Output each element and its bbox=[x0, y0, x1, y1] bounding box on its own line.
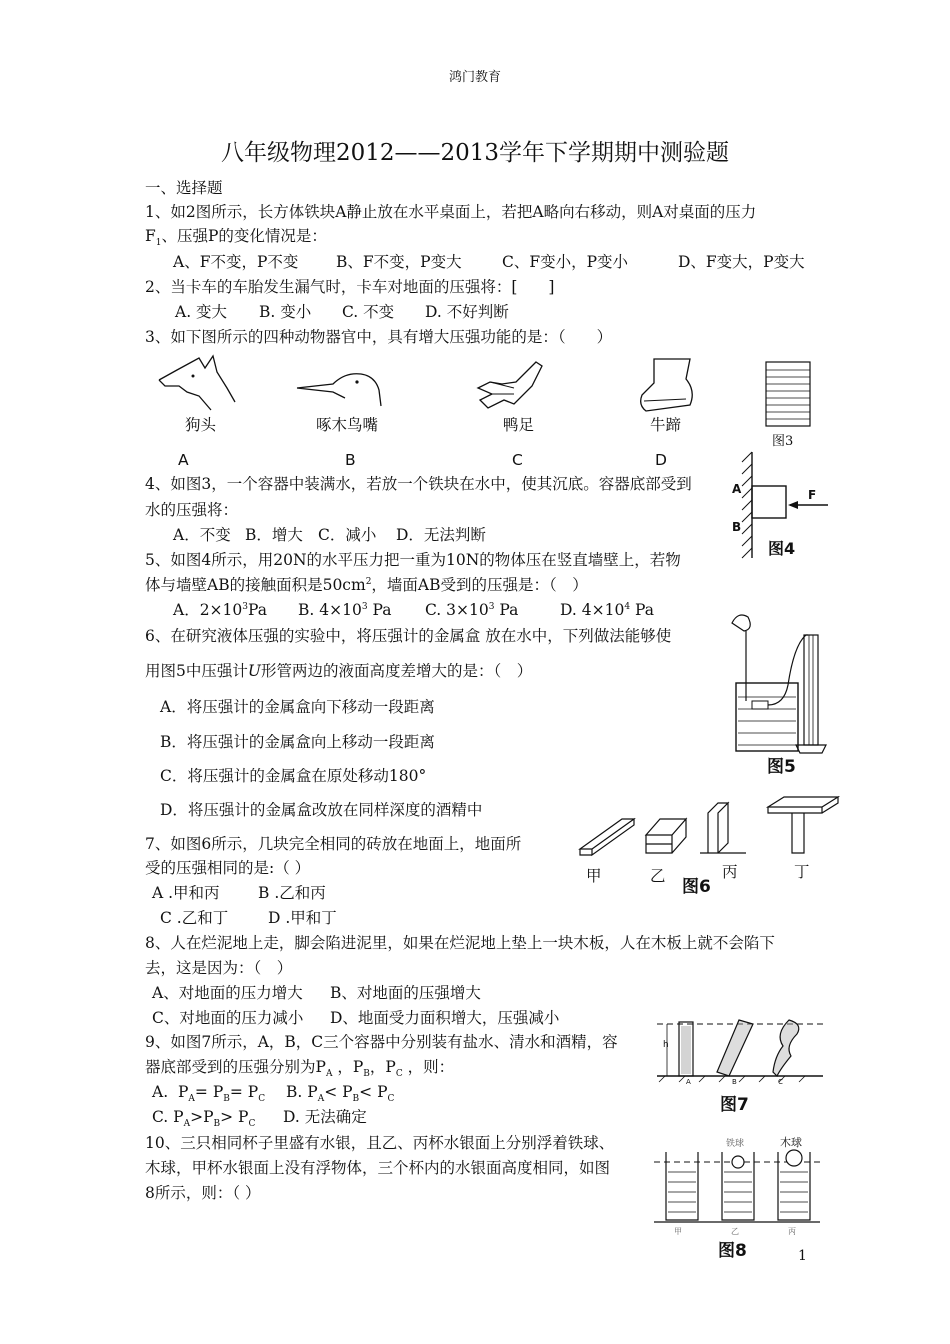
figure-8-label-iron-ball: 铁球 bbox=[726, 1139, 745, 1149]
q9-option-c: C. $P_A>P_B> P_C$ bbox=[152, 1108, 256, 1130]
q6-option-d: D．将压强计的金属盒改放在同样深度的酒精中 bbox=[160, 801, 483, 819]
animal-label-woodpecker: 啄木鸟嘴 bbox=[316, 416, 379, 434]
section-heading: 一、选择题 bbox=[145, 179, 223, 197]
q5-option-d: D. $4\times 10^4$ Pa bbox=[560, 601, 654, 619]
q9-line1: 9、如图7所示，A，B，C三个容器中分别装有盐水、清水和酒精，容 bbox=[145, 1033, 618, 1051]
figure-5-caption: 图5 bbox=[767, 757, 796, 777]
q1-option-d: D、F变大，P变大 bbox=[678, 253, 805, 271]
page-title: 八年级物理2012——2013学年下学期期中测验题 bbox=[220, 140, 730, 166]
q7-option-a: A .甲和丙 bbox=[152, 884, 220, 902]
figure-4-label-f: F bbox=[808, 488, 817, 502]
animal-label-duck: 鸭足 bbox=[503, 416, 535, 434]
figure-7-caption: 图7 bbox=[720, 1095, 749, 1115]
q9-line2: 器底部受到的压强分别为$P_A$ ，$P_B$，$P_C$ ，则： bbox=[145, 1058, 455, 1080]
figure-6-label-jia: 甲 bbox=[586, 867, 602, 885]
figure-7-label-h: h bbox=[663, 1040, 669, 1050]
woodpecker-beak-figure bbox=[295, 368, 390, 410]
dog-head-figure bbox=[155, 352, 255, 414]
duck-foot-figure bbox=[474, 360, 564, 415]
q10-line3: 8所示，则：（ ） bbox=[145, 1184, 261, 1202]
q6-line2: 用图5中压强计U形管两边的液面高度差增大的是：（ ） bbox=[145, 662, 533, 680]
q5-line2: 体与墙壁AB的接触面积是$50cm^2$，墙面AB受到的压强是：（ ） bbox=[145, 576, 588, 594]
q4-option-d: D．无法判断 bbox=[396, 526, 486, 544]
q6-option-a: A．将压强计的金属盒向下移动一段距离 bbox=[160, 698, 435, 716]
q7-option-b: B .乙和丙 bbox=[258, 884, 326, 902]
q2-option-d: D. 不好判断 bbox=[425, 303, 509, 321]
figure-8-cups bbox=[652, 1140, 824, 1228]
q9-option-b: B. $P_A< P_B< P_C$ bbox=[286, 1083, 395, 1105]
q4-line1: 4、如图3，一个容器中装满水，若放一个铁块在水中，使其沉底。容器底部受到 bbox=[145, 475, 692, 493]
figure-6-label-bing: 丙 bbox=[722, 863, 738, 881]
q5-option-b: B. $4\times 10^3$ Pa bbox=[298, 601, 392, 619]
figure-8-label-jia: 甲 bbox=[674, 1227, 682, 1236]
animal-label-cow: 牛蹄 bbox=[650, 416, 682, 434]
q7-line2: 受的压强相同的是:（ ） bbox=[145, 859, 311, 877]
figure-6-label-yi: 乙 bbox=[650, 867, 666, 885]
figure-5-pressure-gauge bbox=[728, 605, 830, 755]
figure-7-label-c: C bbox=[778, 1078, 783, 1086]
q8-option-a: A、对地面的压力增大 bbox=[152, 984, 303, 1002]
animal-letter-d: D bbox=[655, 451, 667, 469]
figure-4-label-b: B bbox=[732, 520, 742, 534]
q4-option-a: A．不变 bbox=[173, 526, 231, 544]
animal-label-dog: 狗头 bbox=[185, 416, 217, 434]
q9-option-a: A. $P_A= P_B= P_C$ bbox=[152, 1083, 266, 1105]
q4-line2: 水的压强将： bbox=[145, 501, 239, 519]
q4-option-b: B．增大 bbox=[245, 526, 303, 544]
figure-6-label-ding: 丁 bbox=[794, 863, 810, 881]
q2-text: 2、当卡车的车胎发生漏气时，卡车对地面的压强将：[ ] bbox=[145, 278, 555, 296]
page-header: 鸿门教育 bbox=[448, 70, 501, 85]
q8-option-d: D、地面受力面积增大，压强减小 bbox=[330, 1009, 560, 1027]
q9-option-d: D. 无法确定 bbox=[283, 1108, 367, 1126]
figure-4-label-a: A bbox=[732, 482, 742, 496]
q2-option-c: C. 不变 bbox=[342, 303, 395, 321]
figure-8-caption: 图8 bbox=[718, 1241, 747, 1261]
q1-line1: 1、如2图所示，长方体铁块A静止放在水平桌面上，若把A略向右移动，则A对桌面的压力 bbox=[145, 203, 757, 221]
q10-line1: 10、三只相同杯子里盛有水银，且乙、丙杯水银面上分别浮着铁球、 bbox=[145, 1134, 615, 1152]
figure-7-label-a: A bbox=[686, 1078, 691, 1086]
figure-8-label-bing: 丙 bbox=[788, 1227, 796, 1236]
q6-line1: 6、在研究液体压强的实验中，将压强计的金属盒 放在水中，下列做法能够使 bbox=[145, 627, 672, 645]
q7-option-c: C .乙和丁 bbox=[160, 909, 229, 927]
q8-option-c: C、对地面的压力减小 bbox=[152, 1009, 304, 1027]
cow-hoof-figure bbox=[636, 355, 701, 415]
figure-3-caption: 图3 bbox=[772, 434, 794, 449]
q8-line1: 8、人在烂泥地上走，脚会陷进泥里，如果在烂泥地上垫上一块木板，人在木板上就不会陷下 bbox=[145, 934, 775, 952]
figure-3-container bbox=[764, 360, 814, 428]
q1-option-c: C、F变小，P变小 bbox=[502, 253, 629, 271]
figure-6-caption: 图6 bbox=[682, 877, 711, 897]
animal-letter-b: B bbox=[345, 451, 356, 469]
q6-option-c: C．将压强计的金属盒在原处移动180° bbox=[160, 767, 427, 785]
q2-option-b: B. 变小 bbox=[259, 303, 312, 321]
q5-line1: 5、如图4所示，用20N的水平压力把一重为10N的物体压在竖直墙壁上，若物 bbox=[145, 551, 681, 569]
figure-8-label-yi: 乙 bbox=[731, 1227, 739, 1236]
q5-option-c: C. $3\times 10^3$ Pa bbox=[425, 601, 519, 619]
q8-option-b: B、对地面的压强增大 bbox=[330, 984, 481, 1002]
q1-line2: $F_1$、压强P的变化情况是： bbox=[145, 227, 327, 249]
q6-option-b: B．将压强计的金属盒向上移动一段距离 bbox=[160, 733, 435, 751]
q8-line2: 去，这是因为：（ ） bbox=[145, 959, 293, 977]
q7-option-d: D .甲和丁 bbox=[268, 909, 337, 927]
q10-line2: 木球，甲杯水银面上没有浮物体，三个杯内的水银面高度相同，如图 bbox=[145, 1159, 611, 1177]
figure-4-caption: 图4 bbox=[768, 539, 796, 558]
q2-option-a: A. 变大 bbox=[175, 303, 228, 321]
q5-option-a: A．$2\times 10^3Pa$ bbox=[173, 601, 267, 619]
figure-8-label-wood-ball: 木球 bbox=[780, 1136, 802, 1149]
q1-option-a: A、F不变，P不变 bbox=[173, 253, 299, 271]
figure-7-containers bbox=[655, 1016, 825, 1088]
page-number: 1 bbox=[798, 1248, 807, 1264]
q1-option-b: B、F不变，P变大 bbox=[336, 253, 462, 271]
animal-letter-c: C bbox=[512, 451, 523, 469]
q4-option-c: C．减小 bbox=[318, 526, 377, 544]
q7-line1: 7、如图6所示，几块完全相同的砖放在地面上，地面所 bbox=[145, 835, 522, 853]
q3-text: 3、如下图所示的四种动物器官中，具有增大压强功能的是：（ ） bbox=[145, 328, 613, 346]
figure-6-bricks bbox=[576, 795, 841, 863]
figure-7-label-b: B bbox=[732, 1078, 737, 1086]
animal-letter-a: A bbox=[178, 451, 189, 469]
